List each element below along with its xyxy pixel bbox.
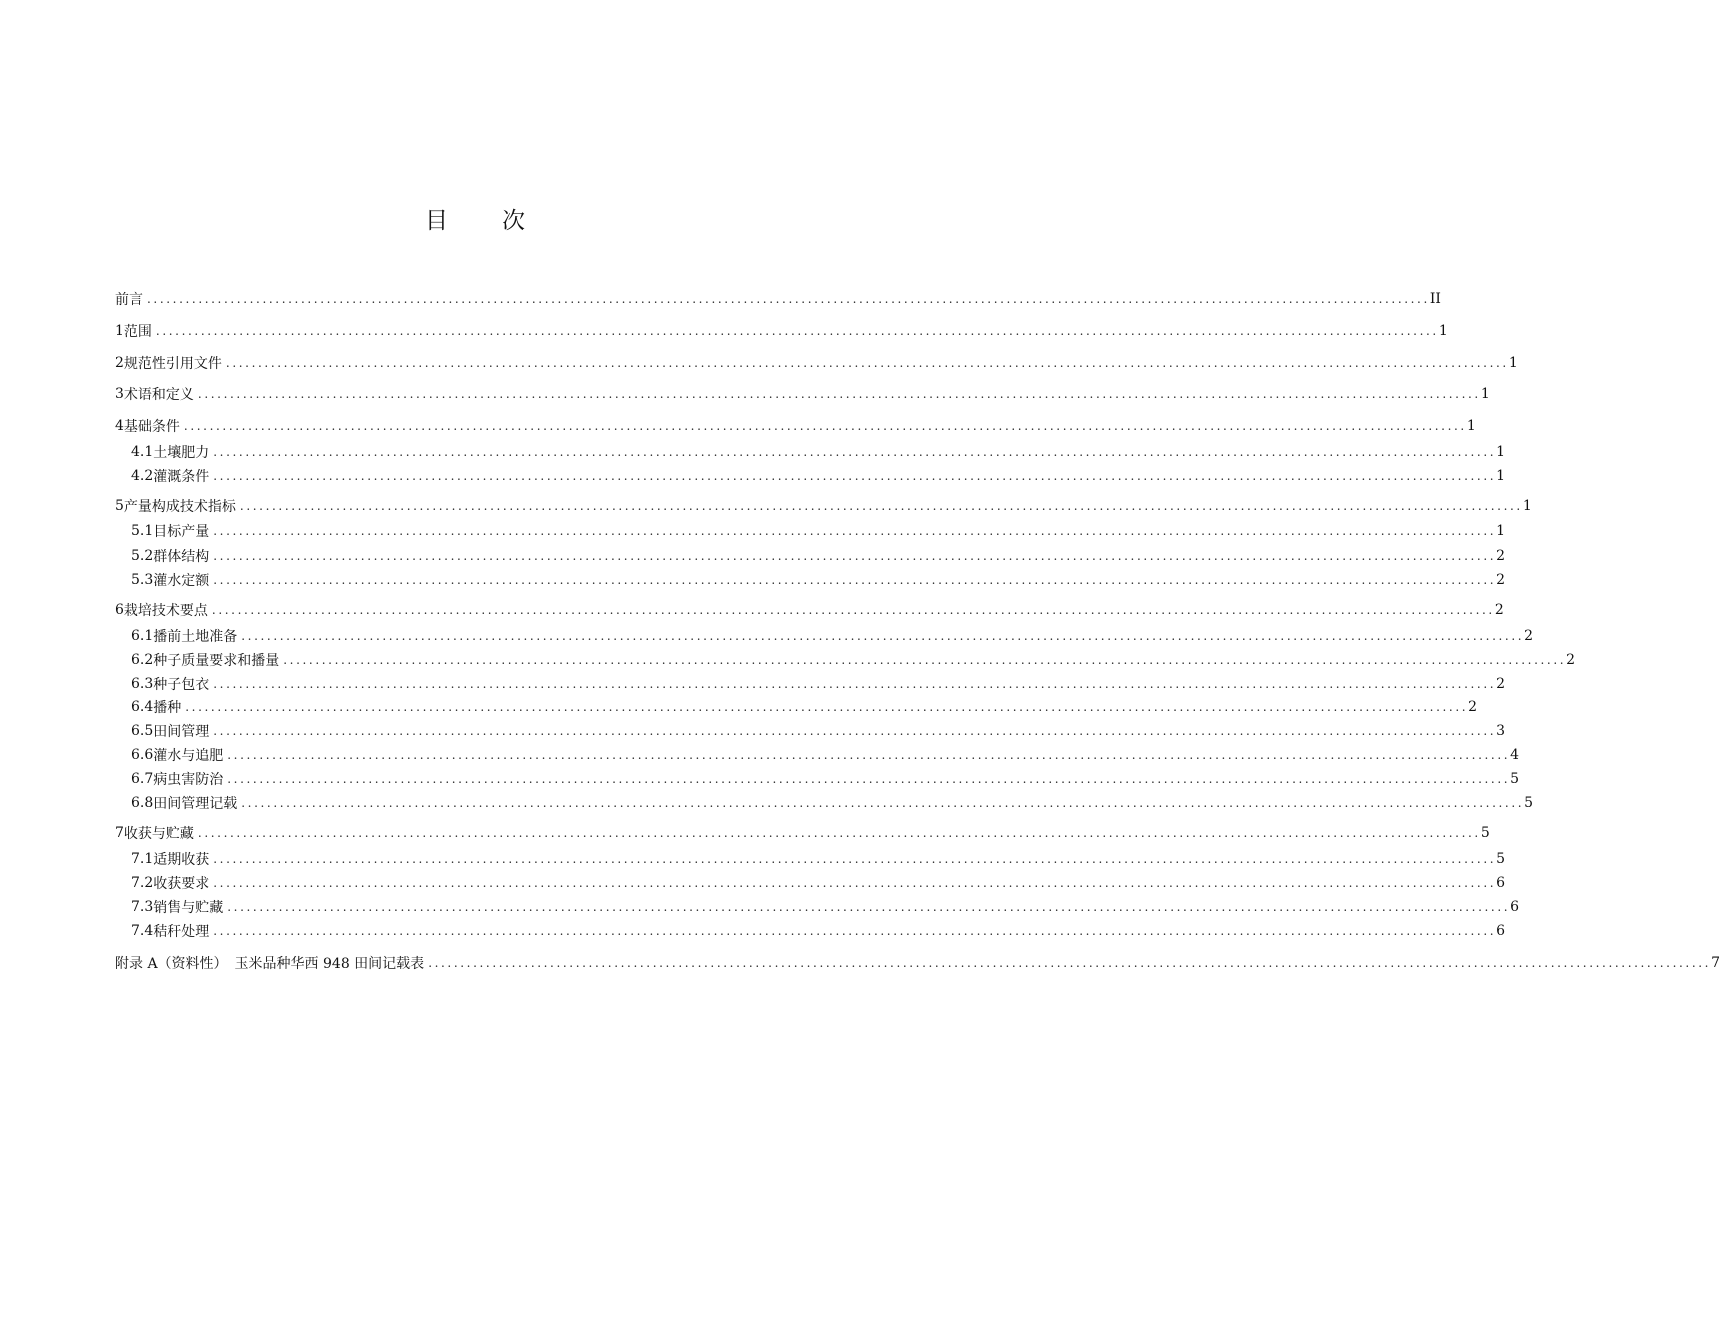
toc-entry[interactable] <box>115 416 1476 436</box>
toc-entry-page: 1 <box>1496 468 1506 484</box>
toc-entry-page: 1 <box>1480 386 1490 402</box>
toc-entry-label: 范围 <box>123 324 152 340</box>
toc-entry-page: 5 <box>1524 795 1534 811</box>
toc-entry[interactable] <box>115 697 1478 717</box>
toc-entry-label: 销售与贮藏 <box>153 900 224 916</box>
toc-leader-dots: ........................................................................................................................................................................................................ <box>227 772 1511 786</box>
toc-entry-page: 6 <box>1496 875 1506 891</box>
toc-entry[interactable] <box>115 353 1518 373</box>
toc-entry-page: 2 <box>1496 548 1506 564</box>
toc-entry-page: 2 <box>1494 602 1504 618</box>
toc-leader-dots: ........................................................................................................................................................................................................ <box>211 603 1495 617</box>
toc-entry[interactable] <box>115 546 1506 566</box>
toc-entry-label: 规范性引用文件 <box>123 356 222 372</box>
toc-entry-page: 2 <box>1524 628 1534 644</box>
toc-entry-number: 7.1 <box>131 851 154 867</box>
toc-entry-number: 6.5 <box>131 723 154 739</box>
toc-entry-number: 5.3 <box>131 572 154 588</box>
toc-entry[interactable] <box>115 570 1506 590</box>
toc-entry-label: 土壤肥力 <box>153 445 210 461</box>
toc-leader-dots: ........................................................................................................................................................................................................ <box>213 549 1497 563</box>
toc-entry-page: 1 <box>1508 355 1518 371</box>
toc-entry-number: 1 <box>115 323 124 339</box>
toc-entry-label: 基础条件 <box>123 419 180 435</box>
toc-leader-dots: ........................................................................................................................................................................................................ <box>185 700 1469 714</box>
toc-entry-label: 群体结构 <box>153 549 210 565</box>
toc-leader-dots: ........................................................................................................................................................................................................ <box>213 469 1497 483</box>
toc-entry-label: 附录 A（资料性） 玉米品种华西 948 田间记载表 <box>115 956 425 972</box>
toc-entry-number: 6.1 <box>131 628 154 644</box>
toc-entry[interactable] <box>115 650 1576 670</box>
toc-entry-number: 5 <box>115 498 124 514</box>
toc-entry-number: 4.2 <box>131 468 154 484</box>
toc-entry-number: 6.7 <box>131 771 154 787</box>
toc-entry-number: 7.3 <box>131 899 154 915</box>
toc-entry-number: 7.2 <box>131 875 154 891</box>
toc-entry-number: 6.3 <box>131 676 154 692</box>
toc-leader-dots: ........................................................................................................................................................................................................ <box>239 499 1523 513</box>
toc-entry-number: 5.2 <box>131 548 154 564</box>
toc-entry-label: 栽培技术要点 <box>123 603 208 619</box>
toc-entry[interactable] <box>115 769 1520 789</box>
toc-entry-page: 7 <box>1711 955 1720 971</box>
toc-entry[interactable] <box>115 466 1506 486</box>
toc-entry-page: 3 <box>1496 723 1506 739</box>
toc-entry-page: 5 <box>1496 851 1506 867</box>
toc-entry-number: 5.1 <box>131 523 154 539</box>
toc-leader-dots: ........................................................................................................................................................................................................ <box>213 876 1497 890</box>
toc-entry-number: 7.4 <box>131 923 154 939</box>
page-title-char: 目 <box>425 208 448 234</box>
toc-leader-dots: ........................................................................................................................................................................................................ <box>147 292 1430 306</box>
toc-entry-label: 收获要求 <box>153 876 210 892</box>
toc-entry-label: 田间管理记载 <box>153 796 238 812</box>
toc-entry-page: 5 <box>1510 771 1520 787</box>
toc-leader-dots: ........................................................................................................................................................................................................ <box>283 653 1567 667</box>
toc-leader-dots: ........................................................................................................................................................................................................ <box>213 677 1497 691</box>
toc-entry-label: 术语和定义 <box>123 387 194 403</box>
toc-entry-page: 1 <box>1496 444 1506 460</box>
toc-entry[interactable] <box>115 793 1534 813</box>
toc-leader-dots: ........................................................................................................................................................................................................ <box>241 796 1525 810</box>
toc-leader-dots: ........................................................................................................................................................................................................ <box>197 826 1481 840</box>
toc-leader-dots: ........................................................................................................................................................................................................ <box>227 900 1511 914</box>
toc-leader-dots: ........................................................................................................................................................................................................ <box>213 445 1497 459</box>
toc-leader-dots: ........................................................................................................................................................................................................ <box>213 724 1497 738</box>
toc-leader-dots: ........................................................................................................................................................................................................ <box>428 956 1712 970</box>
toc-entry-page: 1 <box>1438 323 1448 339</box>
toc-entry-number: 7 <box>115 825 124 841</box>
toc-entry-label: 秸秆处理 <box>153 924 210 940</box>
toc-entry[interactable] <box>115 897 1520 917</box>
toc-leader-dots: ........................................................................................................................................................................................................ <box>241 629 1525 643</box>
toc-leader-dots: ........................................................................................................................................................................................................ <box>197 387 1481 401</box>
toc-entry[interactable] <box>115 873 1506 893</box>
toc-leader-dots: ........................................................................................................................................................................................................ <box>213 924 1497 938</box>
toc-entry-page: 2 <box>1468 699 1478 715</box>
toc-entry-label: 田间管理 <box>153 724 210 740</box>
toc-entry-number: 6.4 <box>131 699 154 715</box>
toc-entry[interactable] <box>115 321 1448 341</box>
toc-entry[interactable] <box>115 953 1720 973</box>
toc-entry[interactable] <box>115 674 1506 694</box>
toc-entry[interactable] <box>115 496 1532 516</box>
toc-entry-number: 2 <box>115 355 124 371</box>
toc-entry[interactable] <box>115 745 1520 765</box>
toc-entry-page: 5 <box>1480 825 1490 841</box>
toc-entry-page: 1 <box>1522 498 1532 514</box>
toc-entry-label: 播种 <box>153 700 182 716</box>
toc-entry-label: 产量构成技术指标 <box>123 499 236 515</box>
toc-entry-label: 适期收获 <box>153 852 210 868</box>
toc-entry[interactable] <box>115 442 1506 462</box>
toc-entry-label: 种子包衣 <box>153 677 210 693</box>
toc-leader-dots: ........................................................................................................................................................................................................ <box>213 573 1497 587</box>
toc-entry-label: 前言 <box>115 292 143 308</box>
toc-entry[interactable] <box>115 289 1441 309</box>
toc-entry-label: 种子质量要求和播量 <box>153 653 280 669</box>
toc-entry[interactable] <box>115 600 1504 620</box>
toc-entry-number: 6.6 <box>131 747 154 763</box>
toc-leader-dots: ........................................................................................................................................................................................................ <box>227 748 1511 762</box>
toc-entry[interactable] <box>115 921 1506 941</box>
toc-entry-number: 3 <box>115 386 124 402</box>
toc-entry-number: 4 <box>115 418 124 434</box>
toc-entry[interactable] <box>115 384 1490 404</box>
toc-entry-label: 播前土地准备 <box>153 629 238 645</box>
toc-entry[interactable] <box>115 626 1534 646</box>
page-title <box>0 202 950 235</box>
toc-entry-label: 目标产量 <box>153 524 210 540</box>
toc-entry-number: 6 <box>115 602 124 618</box>
toc-entry-page: 2 <box>1566 652 1576 668</box>
page-title-char: 次 <box>502 208 525 234</box>
toc-entry[interactable] <box>115 521 1506 541</box>
toc-entry-label: 病虫害防治 <box>153 772 224 788</box>
toc-entry-label: 灌溉条件 <box>153 469 210 485</box>
toc-entry-number: 4.1 <box>131 444 154 460</box>
toc-leader-dots: ........................................................................................................................................................................................................ <box>155 324 1439 338</box>
toc-entry[interactable] <box>115 721 1506 741</box>
toc-leader-dots: ........................................................................................................................................................................................................ <box>225 356 1509 370</box>
toc-entry-page: 6 <box>1496 923 1506 939</box>
toc-entry-label: 收获与贮藏 <box>123 826 194 842</box>
toc-entry-page: II <box>1429 291 1441 307</box>
toc-leader-dots: ........................................................................................................................................................................................................ <box>213 524 1497 538</box>
toc-entry-label: 灌水与追肥 <box>153 748 224 764</box>
toc-entry-page: 1 <box>1496 523 1506 539</box>
toc-entry-page: 2 <box>1496 572 1506 588</box>
toc-leader-dots: ........................................................................................................................................................................................................ <box>183 419 1467 433</box>
toc-entry-page: 6 <box>1510 899 1520 915</box>
toc-entry-page: 4 <box>1510 747 1520 763</box>
toc-entry[interactable] <box>115 823 1490 843</box>
toc-leader-dots: ........................................................................................................................................................................................................ <box>213 852 1497 866</box>
toc-entry-number: 6.8 <box>131 795 154 811</box>
toc-entry-page: 2 <box>1496 676 1506 692</box>
toc-entry-label: 灌水定额 <box>153 573 210 589</box>
toc-entry-page: 1 <box>1466 418 1476 434</box>
toc-entry-number: 6.2 <box>131 652 154 668</box>
toc-entry[interactable] <box>115 849 1506 869</box>
